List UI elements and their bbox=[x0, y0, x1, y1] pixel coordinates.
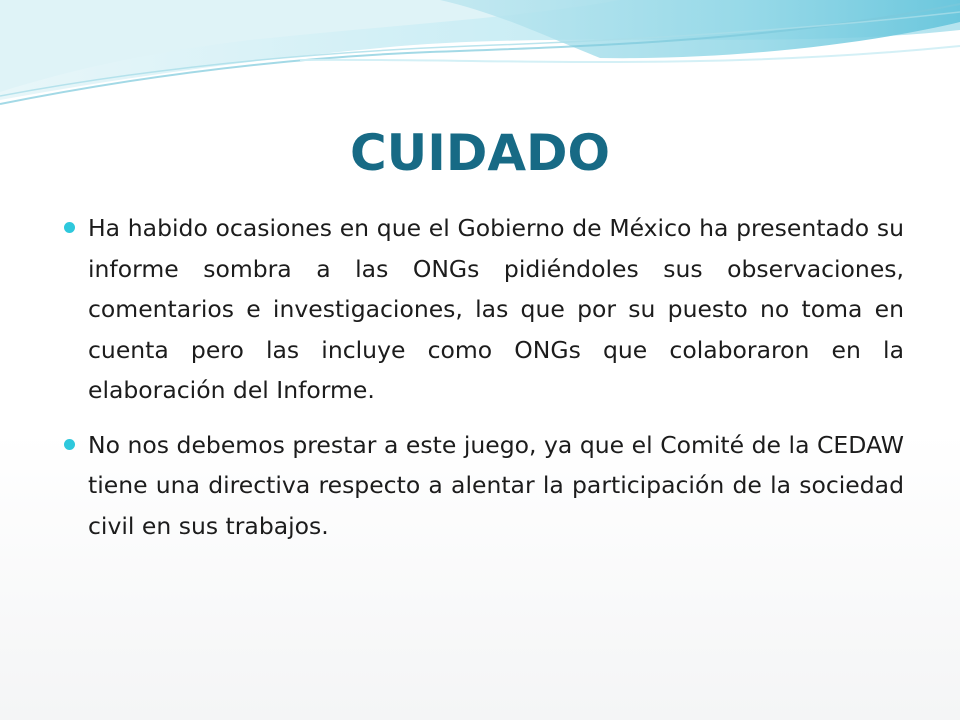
bullet-item bbox=[60, 425, 904, 547]
bullet-list bbox=[60, 208, 904, 560]
bullet-dot-icon bbox=[64, 439, 75, 450]
header-wave-decoration bbox=[0, 0, 960, 120]
bullet-item bbox=[60, 208, 904, 411]
bullet-dot-icon bbox=[64, 222, 75, 233]
bullet-text: Ha habido ocasiones en que el Gobierno de México ha presentado su informe sombra a las ONGs pidiéndoles sus observaciones, comentarios e investigaciones, las que por su puesto no toma en cuenta pero las incluye como ONGs que colaboraron en la elaboración del Informe. bbox=[88, 214, 904, 404]
slide-title: CUIDADO bbox=[349, 124, 611, 182]
bullet-text: No nos debemos prestar a este juego, ya que el Comité de la CEDAW tiene una directiva respecto a alentar la participación de la sociedad civil en sus trabajos. bbox=[88, 430, 904, 540]
